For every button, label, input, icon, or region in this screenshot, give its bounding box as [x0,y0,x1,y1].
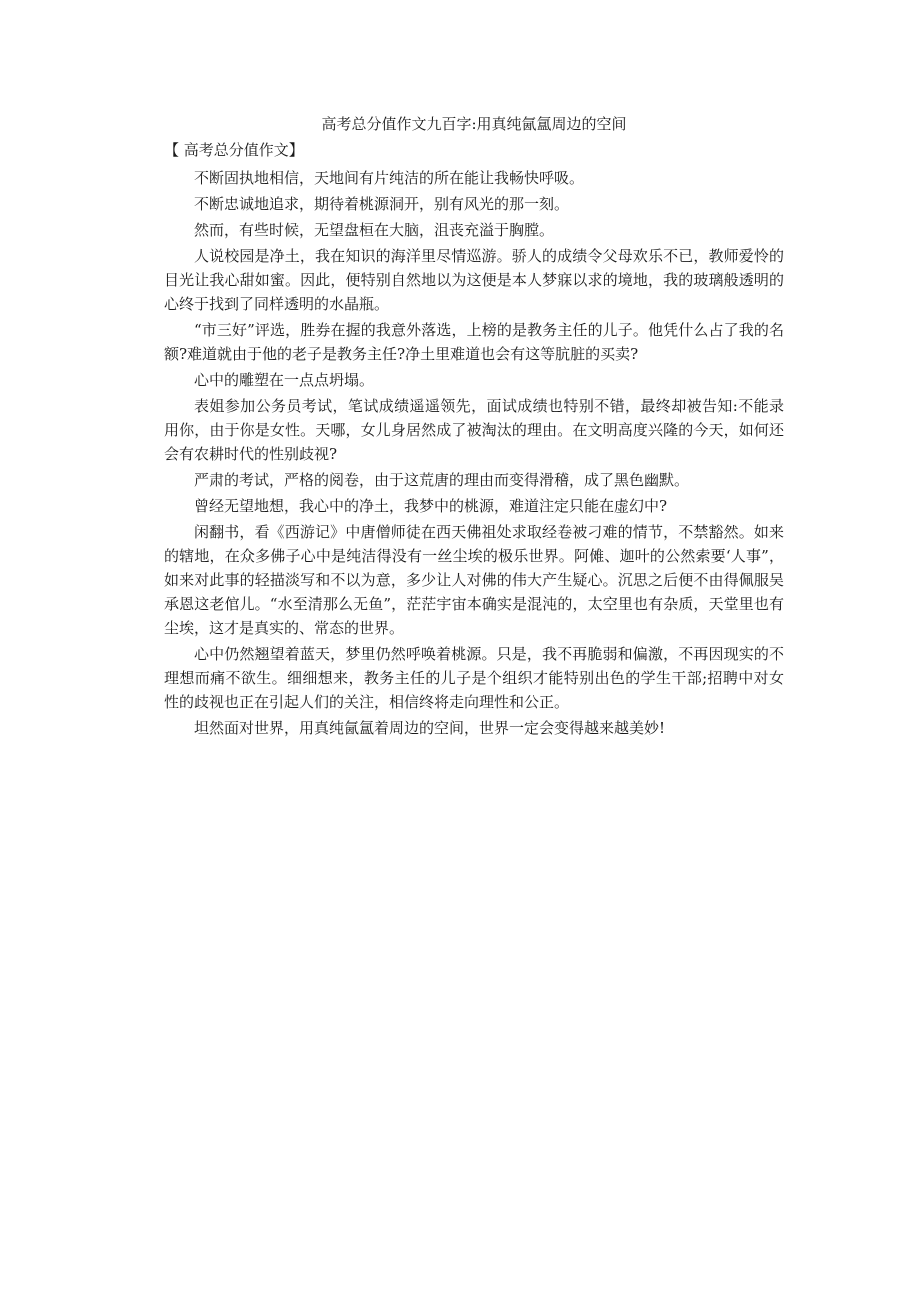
paragraph: 曾经无望地想，我心中的净土，我梦中的桃源，难道注定只能在虚幻中? [194,497,668,515]
document-page [164,112,784,742]
paragraph: 严肃的考试，严格的阅卷，由于这荒唐的理由而变得滑稽，成了黑色幽默。 [194,471,690,489]
paragraph: 闲翻书，看《西游记》中唐僧师徒在西天佛祖处求取经卷被刁难的情节，不禁豁然。如来的辖地，在众多佛子心中是纯洁得没有一丝尘埃的极乐世界。阿傩、迦叶的公然索要‘人事”，如来对此事的轻描淡写和不以为意，多少让人对佛的伟大产生疑心。沉思之后便不由得佩服吴承恩这老倌儿。“水至清那么无鱼”，茫茫宇宙本确实是混沌的，太空里也有杂质，天堂里也有尘埃，这才是真实的、常态的世界。 [164,523,784,637]
paragraph: 不断忠诚地追求，期待着桃源洞开，别有风光的那一刻。 [194,195,570,213]
paragraph: 心中仍然翘望着蓝天，梦里仍然呼唤着桃源。只是，我不再脆弱和偏激，不再因现实的不理想而痛不欲生。细细想来，教务主任的儿子是个组织才能特别出色的学生干部;招聘中对女性的歧视也正在引起人们的关注，相信终将走向理性和公正。 [164,645,784,711]
paragraph: 心中的雕塑在一点点坍塌。 [194,371,375,389]
paragraph: “市三好”评选，胜券在握的我意外落选，上榜的是教务主任的儿子。他凭什么占了我的名额?难道就由于他的老子是教务主任?净土里难道也会有这等肮脏的买卖? [164,321,784,363]
paragraph: 然而，有些时候，无望盘桓在大脑，沮丧充溢于胸膛。 [194,221,555,239]
paragraph: 人说校园是净土，我在知识的海洋里尽情巡游。骄人的成绩令父母欢乐不已，教师爱怜的目光让我心甜如蜜。因此，便特别自然地以为这便是本人梦寐以求的境地，我的玻璃般透明的心终于找到了同样透明的水晶瓶。 [164,247,784,313]
paragraph: 不断固执地相信，天地间有片纯洁的所在能让我畅快呼吸。 [194,169,585,187]
category-label: 【 高考总分值作文】 [164,141,304,159]
paragraph: 表姐参加公务员考试，笔试成绩遥遥领先，面试成绩也特别不错，最终却被告知:不能录用你，由于你是女性。天哪，女儿身居然成了被淘汰的理由。在文明高度兴隆的今天，如何还会有农耕时代的性别歧视? [164,397,784,463]
document-title: 高考总分值作文九百字:用真纯氤氲周边的空间 [321,115,627,133]
paragraph: 坦然面对世界，用真纯氤氲着周边的空间，世界一定会变得越来越美妙! [194,719,666,737]
